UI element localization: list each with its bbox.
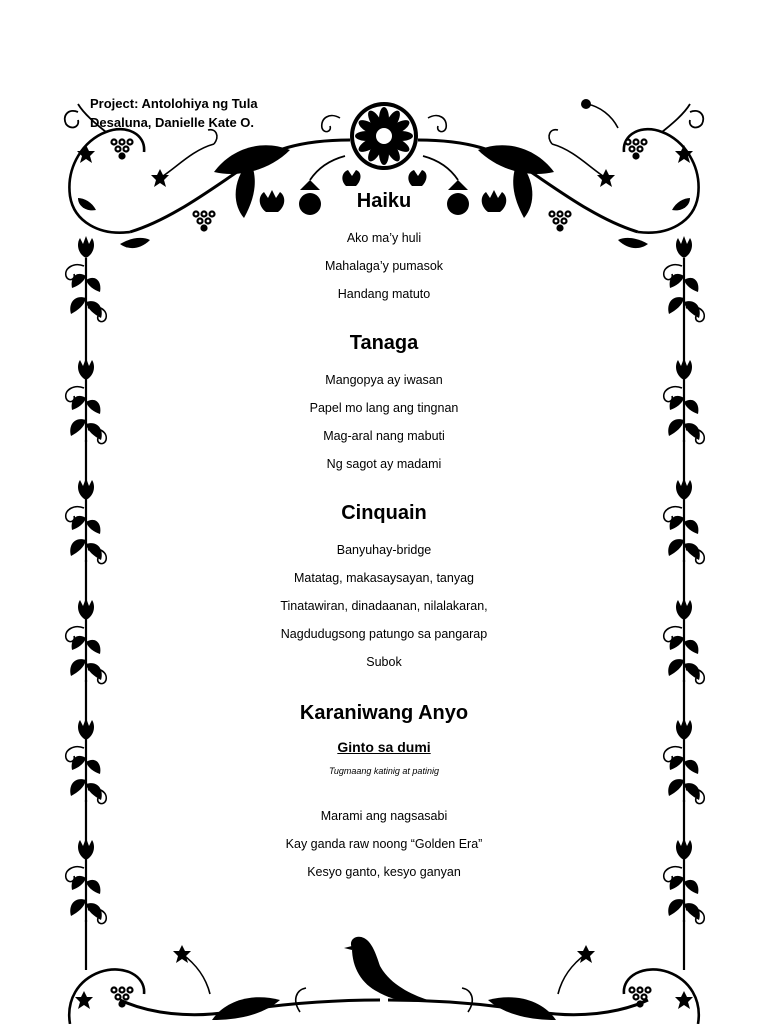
- left-vine-border: [66, 236, 107, 970]
- poem-line: Mahalaga’y pumasok: [324, 259, 444, 273]
- poem-title: Tanaga: [349, 332, 419, 354]
- poem-line: Matatag, makasaysayan, tanyag: [294, 571, 474, 585]
- poem-line: Mag-aral nang mabuti: [323, 429, 445, 443]
- poem-title: Cinquain: [341, 502, 427, 524]
- poem-tanaga: [160, 330, 608, 478]
- document-header: [90, 94, 258, 132]
- poem-subtitle: Ginto sa dumi: [337, 739, 431, 755]
- poem-line: Nagdudugsong patungo sa pangarap: [280, 627, 488, 641]
- poem-note: Tugmaang katinig at patinig: [329, 766, 439, 776]
- poem-title: Karaniwang Anyo: [299, 702, 469, 724]
- poem-anthology: [160, 188, 608, 886]
- poem-line: Ng sagot ay madami: [326, 457, 442, 471]
- bottom-ornament: [69, 937, 699, 1024]
- poem-line: Kesyo ganto, kesyo ganyan: [307, 865, 461, 879]
- project-title: Project: Antolohiya ng Tula: [90, 96, 258, 111]
- poem-title: Haiku: [356, 190, 412, 212]
- poem-cinquain: [160, 500, 608, 676]
- right-vine-border: [664, 236, 705, 970]
- poem-line: Mangopya ay iwasan: [325, 373, 443, 387]
- poem-line: Ako ma’y huli: [346, 231, 422, 245]
- poem-line: Tinatawiran, dinadaanan, nilalakaran,: [280, 599, 488, 613]
- poem-line: Papel mo lang ang tingnan: [309, 401, 459, 415]
- poem-line: Marami ang nagsasabi: [320, 809, 448, 823]
- author-name: Desaluna, Danielle Kate O.: [90, 115, 255, 130]
- poem-line: Kay ganda raw noong “Golden Era”: [285, 837, 483, 851]
- bird-icon: [344, 937, 428, 1002]
- poem-line: Subok: [366, 655, 402, 669]
- poem-line: Banyuhay-bridge: [336, 543, 432, 557]
- poem-karaniwang-anyo: [160, 700, 608, 886]
- poem-haiku: [160, 188, 608, 308]
- poem-line: Handang matuto: [337, 287, 431, 301]
- flower-ornament-icon: [350, 102, 418, 170]
